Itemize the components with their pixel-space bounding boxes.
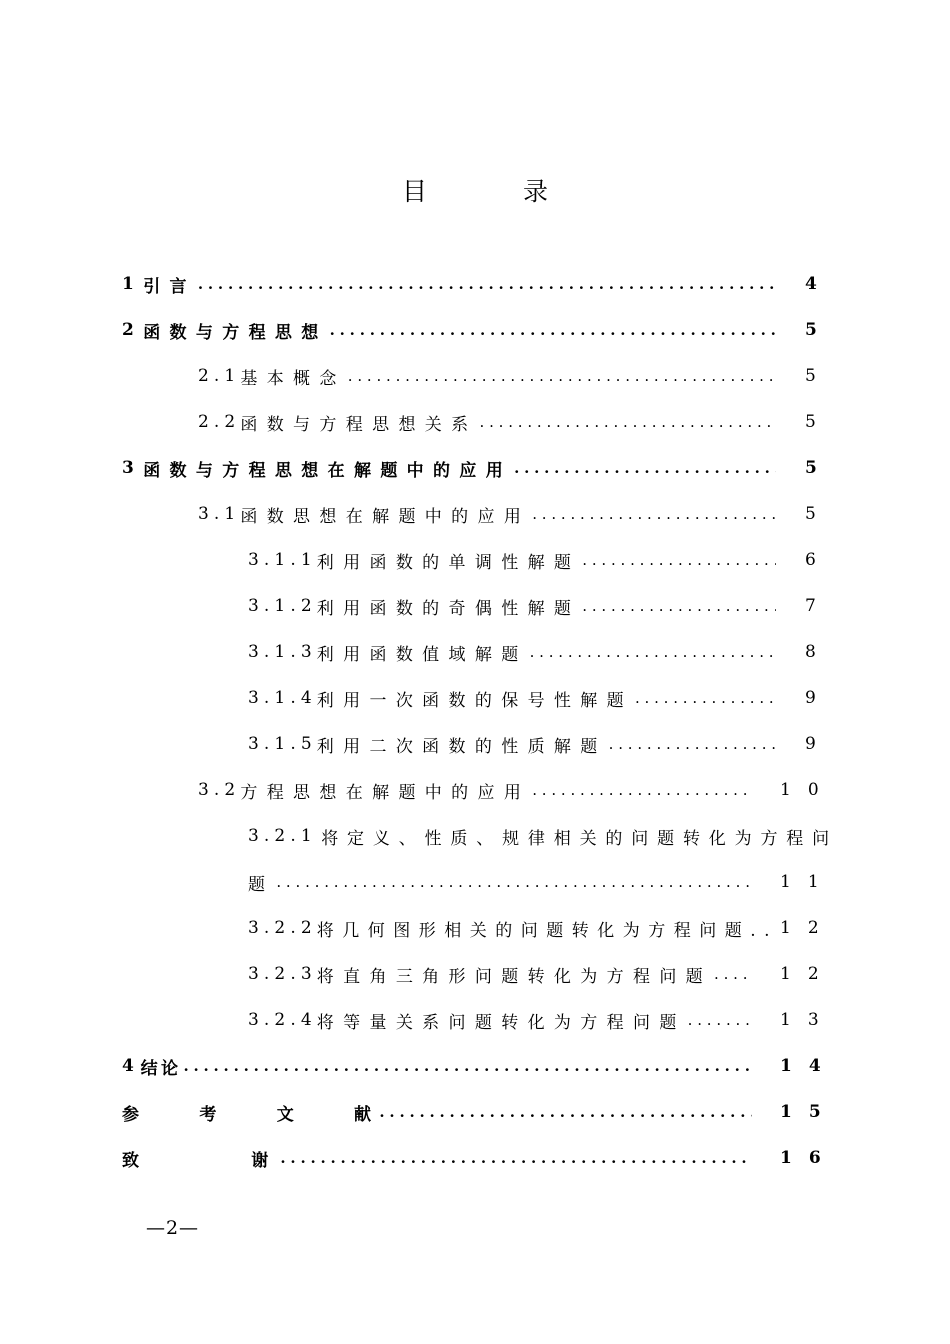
toc-entry-number: 3.1	[198, 504, 241, 524]
toc-entry-number: 4	[122, 1056, 141, 1076]
toc-entry-number: 3.1.1	[248, 550, 317, 570]
toc-entry-number: 3.2.2	[248, 918, 317, 938]
toc-entry-page: 16	[780, 1148, 838, 1168]
dot-leader	[379, 1103, 752, 1121]
toc-entry-page: 15	[780, 1102, 838, 1122]
toc-entry-page: 8	[805, 642, 827, 662]
toc-entry-3-2-1-continued[interactable]	[248, 867, 752, 897]
toc-entry-page: 5	[805, 412, 827, 432]
toc-entry-references[interactable]	[122, 1097, 752, 1127]
toc-entry-number: 3.1.2	[248, 596, 317, 616]
toc-entry-page: 12	[780, 918, 836, 938]
toc-entry-label: 结论	[140, 1058, 182, 1079]
toc-entry-2-2[interactable]	[198, 407, 776, 437]
toc-entry-page: 5	[805, 504, 827, 524]
toc-entry-label: 将直角三角形问题转化为方程问题	[316, 966, 713, 987]
toc-entry-label: 引言	[143, 276, 196, 297]
toc-entry-number: 3.2	[198, 780, 241, 800]
dot-leader	[276, 873, 752, 891]
toc-entry-2-1[interactable]	[198, 361, 776, 391]
toc-entry-number: 3.2.1	[248, 826, 317, 846]
toc-entry-page: 14	[780, 1056, 838, 1076]
toc-entry-1[interactable]	[122, 269, 776, 299]
toc-entry-number: 3	[122, 458, 144, 478]
toc-entry-2[interactable]	[122, 315, 776, 345]
toc-entry-label: 方程思想在解题中的应用	[240, 782, 531, 803]
toc-entry-page: 5	[805, 458, 828, 478]
dot-leader	[183, 1057, 752, 1075]
dot-leader	[530, 643, 776, 661]
toc-entry-page: 5	[805, 366, 827, 386]
dot-leader	[582, 551, 776, 569]
dot-leader	[582, 597, 776, 615]
toc-entry-label: 函数与方程思想关系	[240, 414, 478, 435]
toc-entry-page: 9	[805, 688, 827, 708]
toc-entry-3-1[interactable]	[198, 499, 776, 529]
toc-entry-3-2-1[interactable]	[248, 821, 838, 851]
toc-entry-4[interactable]	[122, 1051, 752, 1081]
toc-entry-label: 基本概念	[240, 368, 346, 389]
dot-leader	[198, 275, 776, 293]
toc-title-char-1: 目	[401, 177, 427, 206]
toc-entry-3-1-1[interactable]	[248, 545, 776, 575]
toc-entry-page: 7	[805, 596, 827, 616]
toc-entry-3-1-4[interactable]	[248, 683, 776, 713]
toc-entry-3[interactable]	[122, 453, 776, 483]
toc-entry-label: 函数与方程思想在解题中的应用	[143, 460, 513, 481]
toc-entry-3-2-4[interactable]	[248, 1005, 752, 1035]
dot-leader	[348, 367, 776, 385]
toc-entry-3-1-5[interactable]	[248, 729, 776, 759]
toc-entry-number: 3.2.3	[248, 964, 317, 984]
toc-entry-page: 12	[780, 964, 836, 984]
toc-entry-number: 3.1.4	[248, 688, 317, 708]
toc-entry-number: 3.1.5	[248, 734, 317, 754]
toc-entry-3-2-3[interactable]	[248, 959, 752, 989]
toc-entry-3-2-2[interactable]	[248, 913, 779, 943]
toc-entry-page: 6	[805, 550, 827, 570]
dot-leader	[609, 735, 776, 753]
toc-entry-label: 致谢	[122, 1150, 381, 1171]
toc-entry-3-1-3[interactable]	[248, 637, 776, 667]
toc-title-char-2: 录	[523, 177, 549, 206]
toc-entry-label: 利用一次函数的保号性解题	[316, 690, 633, 711]
dot-leader	[688, 1011, 752, 1029]
toc-entry-label: 利用二次函数的性质解题	[316, 736, 607, 757]
dot-leader	[280, 1149, 752, 1167]
toc-title	[0, 172, 950, 208]
toc-entry-3-2[interactable]	[198, 775, 752, 805]
toc-entry-label: 将定义、性质、规律相关的问题转化为方程问	[321, 828, 838, 849]
toc-entry-label: 利用函数值域解题	[316, 644, 528, 665]
dot-leader	[714, 965, 752, 983]
toc-entry-number: 3.1.3	[248, 642, 317, 662]
toc-entry-number: 2.2	[198, 412, 241, 432]
toc-entry-number: 2.1	[198, 366, 241, 386]
toc-entry-page: 11	[780, 872, 836, 892]
toc-entry-number: 2	[122, 320, 144, 340]
toc-entry-page: 13	[780, 1010, 836, 1030]
dot-leader	[532, 781, 752, 799]
toc-entry-number: 3.2.4	[248, 1010, 317, 1030]
toc-entry-label: 将等量关系问题转化为方程问题	[316, 1012, 686, 1033]
toc-entry-label: 利用函数的奇偶性解题	[316, 598, 581, 619]
dot-leader	[635, 689, 776, 707]
toc-entry-label: 利用函数的单调性解题	[316, 552, 581, 573]
dot-leader	[532, 505, 776, 523]
toc-entry-page: 9	[805, 734, 827, 754]
toc-entry-page: 10	[780, 780, 836, 800]
toc-entry-label-continued: 题	[248, 874, 275, 895]
dot-leader	[514, 459, 776, 477]
toc-entry-page: 5	[805, 320, 828, 340]
dot-leader	[330, 321, 776, 339]
toc-entry-number: 1	[122, 274, 144, 294]
toc-entry-label: 将几何图形相关的问题转化为方程问题..	[316, 920, 779, 941]
page-number-footer: —2—	[146, 1217, 199, 1239]
toc-entry-acknowledgements[interactable]	[122, 1143, 752, 1173]
toc-entry-label: 参考文献	[122, 1104, 432, 1125]
dot-leader	[480, 413, 777, 431]
toc-entry-label: 函数与方程思想	[143, 322, 328, 343]
toc-entry-3-1-2[interactable]	[248, 591, 776, 621]
toc-entry-page: 4	[805, 274, 828, 294]
toc-entry-label: 函数思想在解题中的应用	[240, 506, 531, 527]
